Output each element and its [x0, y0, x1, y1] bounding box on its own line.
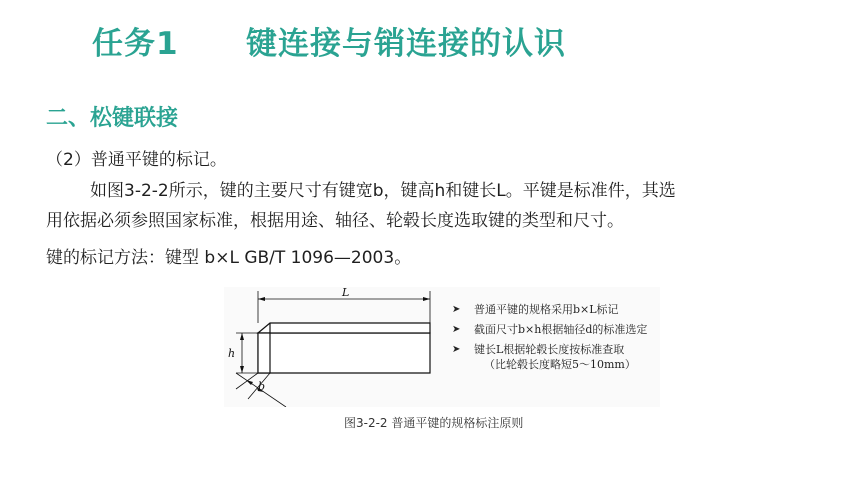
- arrow-bullet-icon: ➤: [452, 344, 461, 355]
- dim-h-arrow-top: [240, 333, 244, 340]
- dim-h-arrow-bottom: [240, 366, 244, 373]
- figure-note: [454, 322, 647, 337]
- note-text: 键长L根据轮毂长度按标准查取: [474, 343, 625, 356]
- label-h: h: [228, 347, 236, 360]
- body-line-3: 用依据必须参照国家标准，根据用途、轴径、轮毂长度选取键的类型和尺寸。: [46, 211, 624, 231]
- arrow-bullet-icon: ➤: [452, 304, 461, 315]
- figure-note: [454, 342, 647, 372]
- task-number: 任务1: [92, 26, 179, 62]
- task-topic: 键连接与销连接的认识: [246, 26, 566, 62]
- arrow-bullet-icon: ➤: [452, 324, 461, 335]
- body-line-1: （2）普通平键的标记。: [46, 150, 227, 170]
- note-subtext: （比轮毂长度略短5～10mm）: [484, 358, 636, 371]
- section-heading: 二、松键联接: [46, 106, 179, 131]
- figure-notes: [454, 302, 647, 377]
- note-text: 普通平键的规格采用b×L标记: [474, 303, 619, 316]
- slide-title: [92, 18, 566, 63]
- key-front-face: [258, 333, 430, 373]
- label-b: b: [258, 380, 266, 393]
- body-line-4: 键的标记方法：键型 b×L GB/T 1096—2003。: [46, 248, 412, 268]
- key-end-face: [258, 333, 270, 373]
- figure-note: [454, 302, 647, 317]
- body-line-2: 如图3-2-2所示，键的主要尺寸有键宽b，键高h和键长L。平键是标准件，其选: [90, 181, 676, 201]
- key-top-face: [258, 323, 430, 333]
- dim-L-arrow-right: [423, 297, 430, 301]
- note-text: 截面尺寸b×h根据轴径d的标准选定: [474, 323, 648, 336]
- figure-caption: 图3-2-2 普通平键的规格标注原则: [344, 416, 524, 430]
- dim-L-arrow-left: [258, 297, 265, 301]
- label-L: L: [342, 287, 350, 299]
